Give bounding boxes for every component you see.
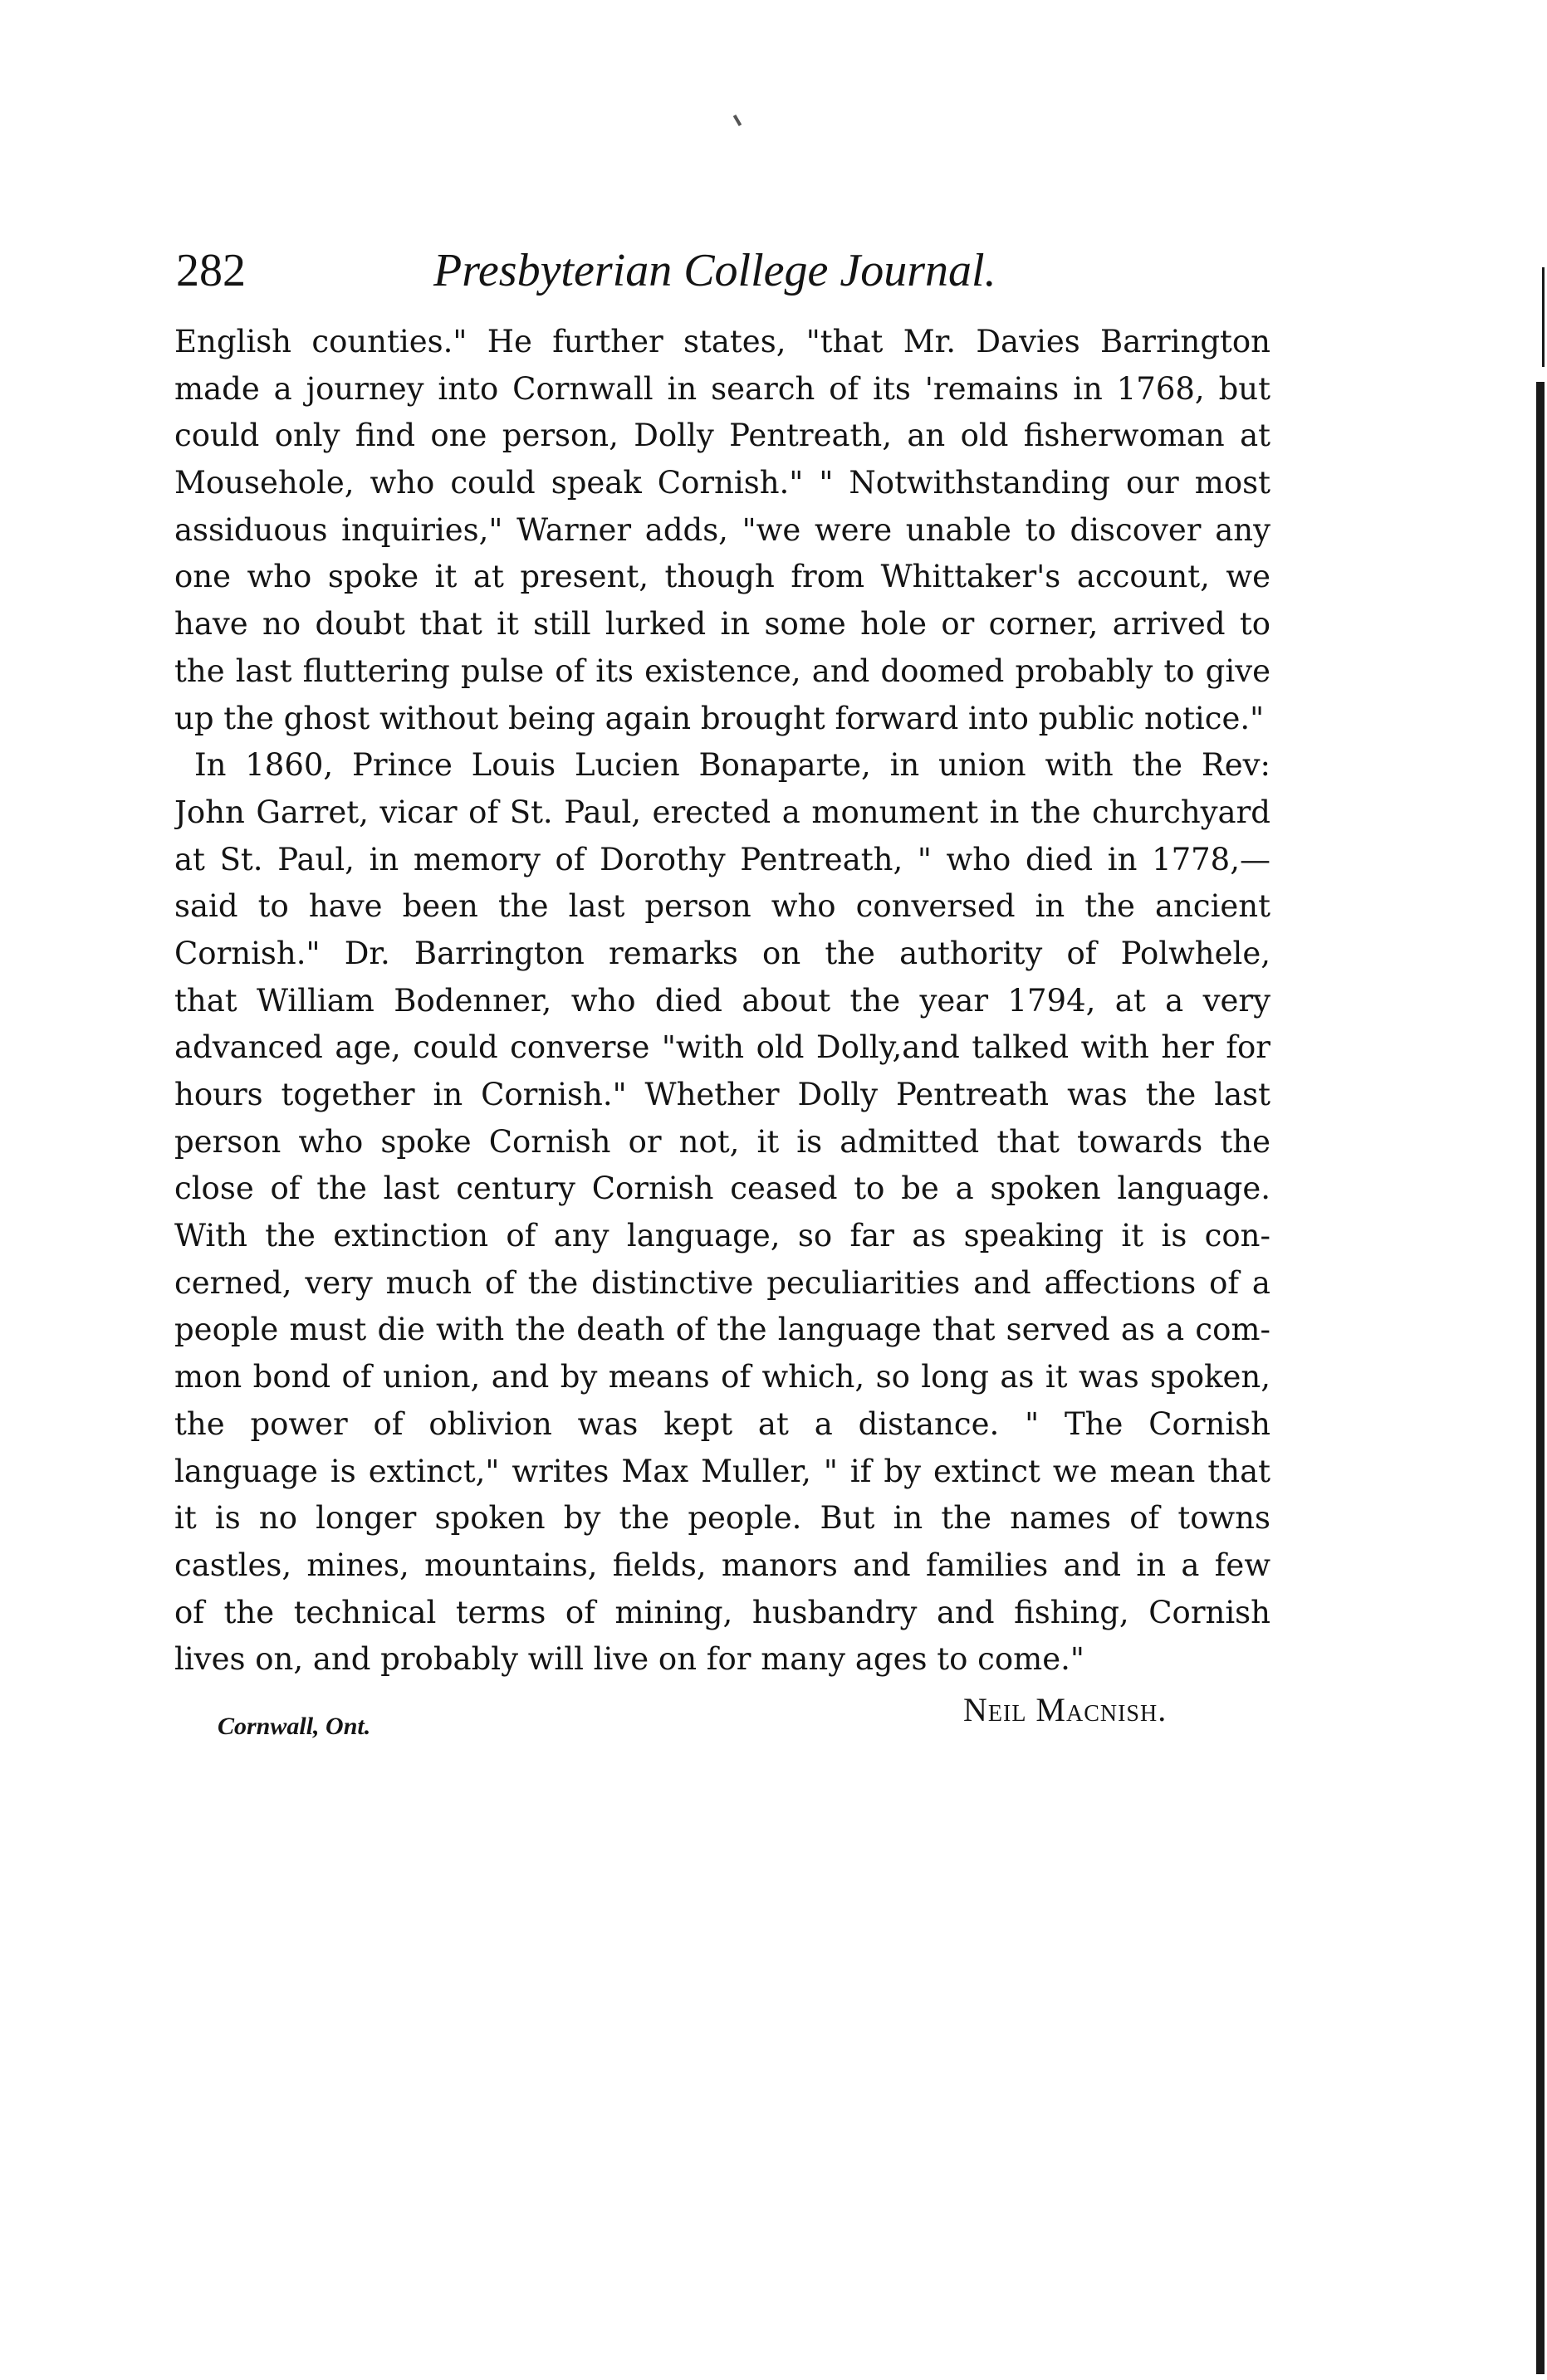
body-line: hours together in Cornish." Whether Dolly Pentreath was the last	[174, 1077, 1270, 1112]
article-body	[174, 319, 1270, 1684]
body-line: have no doubt that it still lurked in some hole or corner, arrived to	[174, 606, 1270, 643]
body-line: close of the last century Cornish ceased to be a spoken language.	[174, 1170, 1270, 1207]
body-line: the power of oblivion was kept at a distance. " The Cornish	[174, 1405, 1270, 1442]
scan-speck	[733, 115, 742, 126]
body-line: assiduous inquiries," Warner adds, "we were unable to discover any	[174, 511, 1270, 548]
body-line: that William Bodenner, who died about the year 1794, at a very	[174, 982, 1270, 1019]
author-signature: Neil Macnish.	[963, 1691, 1168, 1728]
body-line: said to have been the last person who conversed in the ancient	[174, 888, 1270, 925]
body-line: Mousehole, who could speak Cornish." " Notwithstanding our most	[174, 465, 1270, 501]
body-line: castles, mines, mountains, fields, manors and families and in a few	[174, 1547, 1270, 1583]
running-head	[176, 241, 1256, 307]
body-line: of the technical terms of mining, husbandry and fishing, Cornish	[174, 1594, 1270, 1630]
body-line: John Garret, vicar of St. Paul, erected a monument in the churchyard	[174, 794, 1270, 830]
body-line: advanced age, could converse "with old Dolly,and talked with her for	[174, 1029, 1270, 1066]
body-line: up the ghost without being again brought forward into public notice."	[174, 700, 1265, 736]
body-line: made a journey into Cornwall in search of its 'remains in 1768, but	[174, 370, 1270, 407]
body-line: lives on, and probably will live on for many ages to come."	[174, 1641, 1084, 1678]
body-line: With the extinction of any language, so far as speaking it is con-	[174, 1218, 1270, 1254]
body-line: person who spoke Cornish or not, it is admitted that towards the	[174, 1123, 1270, 1160]
body-line: mon bond of union, and by means of which, so long as it was spoken,	[174, 1359, 1270, 1395]
page-number: 282	[176, 245, 246, 296]
page-edge-rule	[1536, 382, 1545, 2374]
body-line: at St. Paul, in memory of Dorothy Pentreath, " who died in 1778,—	[174, 841, 1270, 877]
body-line: could only find one person, Dolly Pentreath, an old fisherwoman at	[174, 418, 1270, 454]
body-line: it is no longer spoken by the people. But in the names of towns	[174, 1500, 1270, 1537]
body-line: In 1860, Prince Louis Lucien Bonaparte, in union with the Rev:	[194, 747, 1270, 784]
place-line: Cornwall, Ont.	[218, 1713, 371, 1740]
body-line: Cornish." Dr. Barrington remarks on the authority of Polwhele,	[174, 935, 1270, 971]
page-edge-rule	[1542, 267, 1545, 367]
body-line: one who spoke it at present, though from Whittaker's account, we	[174, 559, 1270, 595]
body-line: English counties." He further states, "that Mr. Davies Barrington	[174, 324, 1270, 359]
body-line: cerned, very much of the distinctive peculiarities and affections of a	[174, 1264, 1270, 1301]
body-line: language is extinct," writes Max Muller, " if by extinct we mean that	[174, 1453, 1270, 1489]
body-line: people must die with the death of the language that served as a com-	[174, 1312, 1270, 1348]
journal-title: Presbyterian College Journal.	[433, 245, 996, 296]
body-line: the last fluttering pulse of its existence, and doomed probably to give	[174, 652, 1270, 689]
